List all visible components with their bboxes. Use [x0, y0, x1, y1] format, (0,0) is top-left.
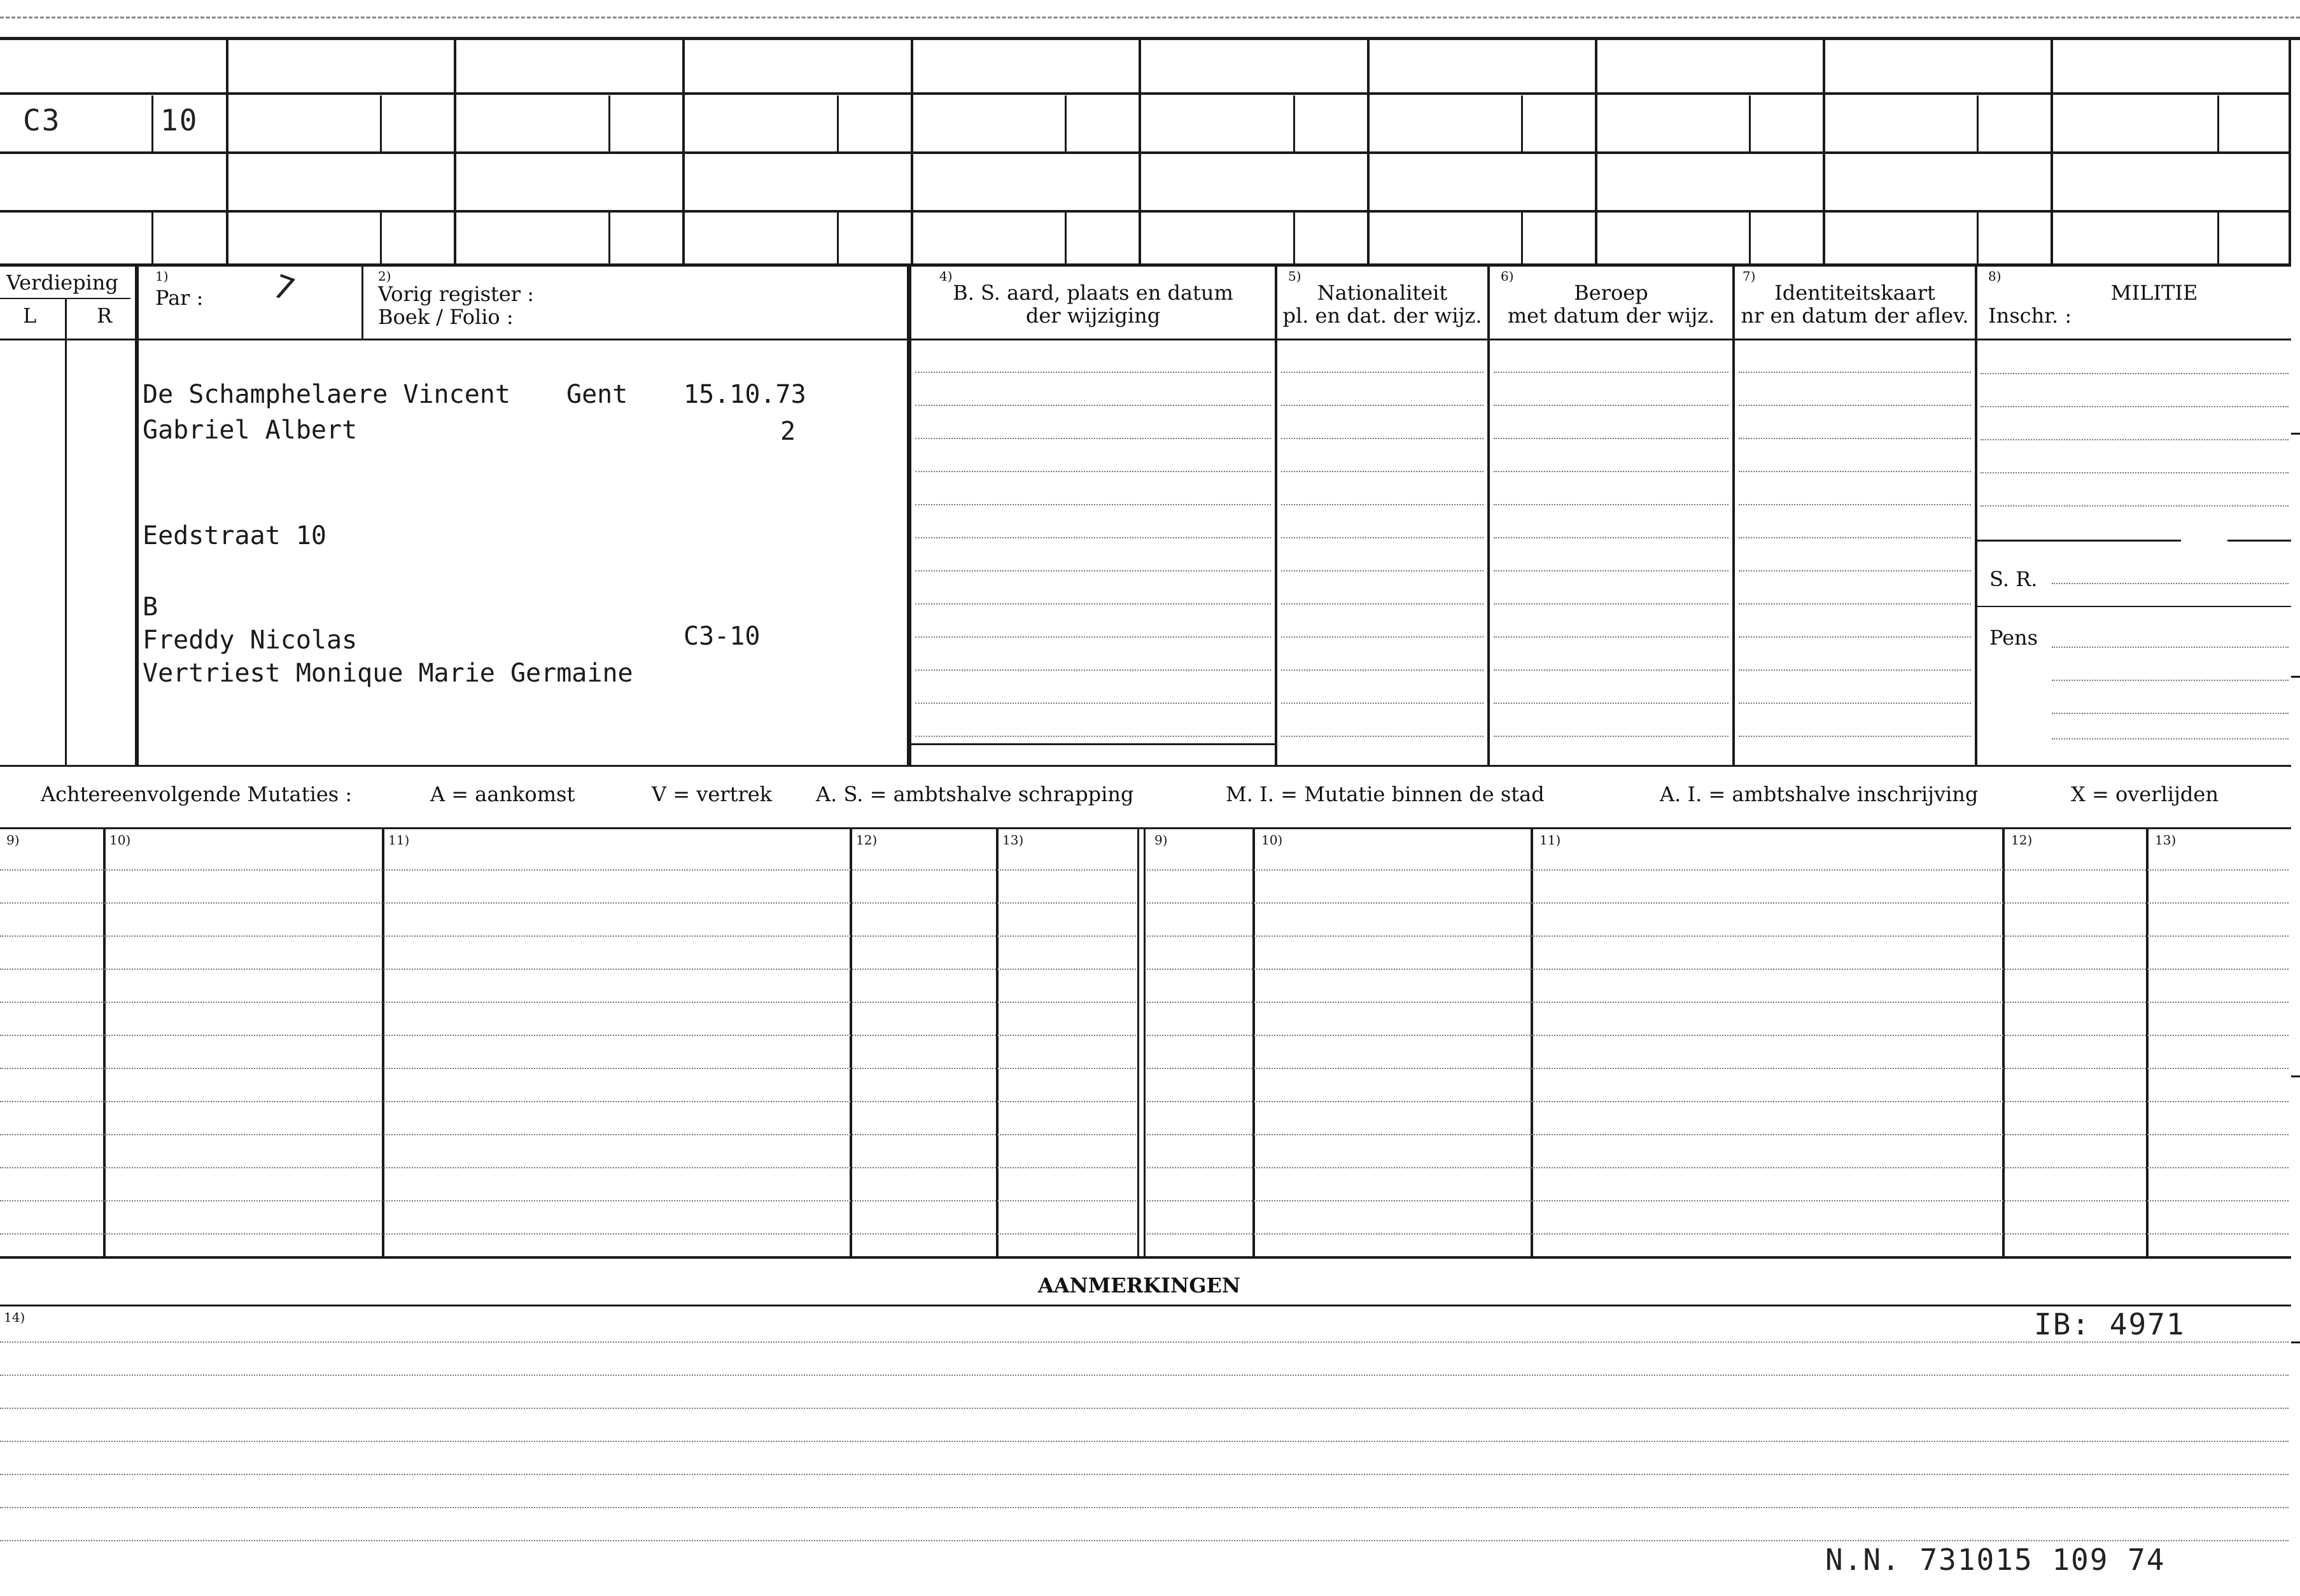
- top-grid-cell-divider: [226, 37, 228, 267]
- mutaties-row-line: [0, 1167, 1136, 1168]
- body-row-line: [1281, 570, 1483, 571]
- militie-row-line: [2052, 713, 2289, 714]
- col2-number: 2): [378, 269, 391, 284]
- mutatie-a: A = aankomst: [430, 782, 575, 806]
- top-grid-subdivider: [1065, 95, 1067, 151]
- top-grid-divider: [151, 210, 153, 266]
- mutaties-row-line: [1147, 1200, 2289, 1201]
- body-row-line: [1739, 669, 1971, 671]
- boek-folio-label: Boek / Folio :: [378, 305, 514, 329]
- top-grid-subdivider: [1977, 95, 1979, 151]
- block-code: C3: [23, 103, 61, 137]
- top-grid-divider: [151, 95, 153, 151]
- mutaties-row-line: [1147, 1101, 2289, 1102]
- militie-row-line: [1981, 373, 2289, 374]
- body-row-line: [1494, 537, 1729, 538]
- entry-birth-date: 15.10.73: [684, 380, 806, 409]
- militie-row-line: [2052, 738, 2289, 739]
- body-row-line: [915, 471, 1271, 472]
- edge-tick: [2291, 676, 2300, 678]
- col5-number: 5): [1288, 269, 1301, 284]
- body-row-line: [915, 504, 1271, 505]
- body-row-line: [1281, 636, 1483, 638]
- aanmerkingen-row-line: [0, 1375, 2289, 1376]
- mutaties-col-divider: [382, 827, 384, 1256]
- top-grid-cell-divider: [2051, 37, 2053, 267]
- mutatie-v: V = vertrek: [652, 782, 773, 806]
- aanmerkingen-row-line: [0, 1474, 2289, 1475]
- body-row-line: [1494, 703, 1729, 704]
- mutaties-row-line: [0, 935, 1136, 937]
- mutaties-row-line: [0, 969, 1136, 970]
- mutaties-row-line: [0, 1200, 1136, 1201]
- body-row-line: [1494, 570, 1729, 571]
- mutaties-row-line: [1147, 969, 2289, 970]
- mutaties-row-line: [0, 1068, 1136, 1069]
- top-grid-subdivider: [608, 210, 610, 266]
- mutaties-center-double: [1137, 827, 1139, 1256]
- mutaties-col-number: 12): [2011, 832, 2033, 848]
- col8-number: 8): [1988, 269, 2002, 284]
- entry-letter: B: [143, 592, 158, 622]
- mutatie-x: X = overlijden: [2071, 782, 2219, 806]
- body-row-line: [1494, 471, 1729, 472]
- body-row-line: [915, 703, 1271, 704]
- mutaties-col-number: 9): [1154, 832, 1168, 848]
- body-row-line: [1281, 471, 1483, 472]
- body-row-line: [1281, 703, 1483, 704]
- militie-divider: [2227, 540, 2291, 542]
- edge-tick: [2291, 1075, 2300, 1077]
- mutaties-col-number: 11): [1539, 832, 1561, 848]
- col7-left-edge: [1732, 267, 1735, 766]
- mutaties-top-line: [0, 827, 2291, 829]
- mutaties-row-line: [0, 1134, 1136, 1135]
- mutaties-col-number: 13): [2155, 832, 2177, 848]
- entry-code: 2: [780, 417, 796, 446]
- mutaties-row-line: [1147, 935, 2289, 937]
- top-grid-subdivider: [2217, 210, 2219, 266]
- entry-birth-place: Gent: [566, 380, 628, 409]
- top-grid-cell-divider: [1367, 37, 1370, 267]
- mutaties-col-number: 10): [1261, 832, 1283, 848]
- body-row-line: [1281, 372, 1483, 373]
- body-row-line: [1494, 405, 1729, 406]
- par-label: Par :: [155, 286, 204, 310]
- par-handwritten-mark: 7: [268, 267, 300, 309]
- mutaties-row-line: [1147, 1233, 2289, 1235]
- mutatie-mi: M. I. = Mutatie binnen de stad: [1226, 782, 1545, 806]
- mutaties-col-divider: [1252, 827, 1255, 1256]
- aanmerkingen-title: AANMERKINGEN: [1037, 1273, 1241, 1298]
- national-number: N.N. 731015 109 74: [1825, 1543, 2166, 1577]
- body-row-line: [1281, 405, 1483, 406]
- mutaties-row-line: [1147, 869, 2289, 871]
- house-number: 10: [160, 103, 199, 137]
- col8-left-edge: [1975, 267, 1977, 766]
- mutaties-row-line: [0, 1233, 1136, 1235]
- body-row-line: [1739, 504, 1971, 505]
- body-row-line: [1739, 537, 1971, 538]
- mutatie-ai: A. I. = ambtshalve inschrijving: [1660, 782, 1979, 806]
- lr-divider: [65, 298, 67, 766]
- sr-label: S. R.: [1989, 567, 2038, 591]
- body-row-line: [1281, 537, 1483, 538]
- top-grid-subdivider: [1065, 210, 1067, 266]
- name-block-right-edge: [907, 267, 911, 766]
- body-row-line: [915, 736, 1271, 737]
- col5-title: Nationaliteit: [1317, 281, 1448, 305]
- militie-row-line: [2052, 647, 2289, 648]
- militie-row-line: [2052, 680, 2289, 681]
- mutaties-bottom-line: [0, 1256, 2291, 1259]
- col4-bottom-line: [911, 743, 1275, 745]
- entry-name: De Schamphelaere Vincent: [143, 380, 510, 409]
- top-grid-cell-divider: [1823, 37, 1825, 267]
- body-row-line: [1494, 736, 1729, 737]
- entry-father: Freddy Nicolas: [143, 626, 358, 655]
- edge-tick: [2291, 1341, 2300, 1343]
- body-row-line: [915, 603, 1271, 605]
- mutatie-as: A. S. = ambtshalve schrapping: [816, 782, 1134, 806]
- top-grid-subdivider: [1749, 95, 1751, 151]
- body-row-line: [1739, 703, 1971, 704]
- aanmerkingen-line: [0, 1305, 2291, 1306]
- entry-street: Eedstraat 10: [143, 521, 326, 550]
- mutaties-col-divider: [1531, 827, 1533, 1256]
- body-row-line: [915, 636, 1271, 638]
- body-row-line: [1739, 603, 1971, 605]
- body-row-line: [1739, 636, 1971, 638]
- body-row-line: [1494, 372, 1729, 373]
- body-row-line: [1281, 669, 1483, 671]
- mutaties-row-line: [0, 1035, 1136, 1036]
- vorig-register-label: Vorig register :: [378, 282, 535, 306]
- right-label: R: [97, 304, 113, 328]
- mutaties-col-divider: [850, 827, 852, 1256]
- militie-row-line: [1981, 406, 2289, 407]
- col5-subtitle: pl. en dat. der wijz.: [1282, 304, 1482, 328]
- body-row-line: [1281, 603, 1483, 605]
- mutaties-row-line: [0, 1101, 1136, 1102]
- body-row-line: [1281, 438, 1483, 439]
- top-grid-subdivider: [1293, 95, 1295, 151]
- scan-top-edge: [0, 17, 2300, 18]
- col6-title: Beroep: [1574, 281, 1648, 305]
- col6-number: 6): [1501, 269, 1514, 284]
- aanmerkingen-row-line: [0, 1507, 2289, 1508]
- body-row-line: [1494, 636, 1729, 638]
- col6-left-edge: [1487, 267, 1490, 766]
- col6-subtitle: met datum der wijz.: [1507, 304, 1715, 328]
- mutaties-col-number: 9): [6, 832, 20, 848]
- mutaties-row-line: [1147, 1002, 2289, 1003]
- mutaties-col-divider: [2002, 827, 2005, 1256]
- militie-row-line: [1981, 505, 2289, 507]
- left-label: L: [23, 304, 37, 328]
- aanmerkingen-row-line: [0, 1408, 2289, 1409]
- militie-divider: [1977, 606, 2291, 607]
- aanmerkingen-row-line: [0, 1441, 2289, 1442]
- mutaties-center-double: [1144, 827, 1146, 1256]
- militie-title: MILITIE: [2110, 281, 2198, 305]
- col7-title: Identiteitskaart: [1774, 281, 1935, 305]
- body-row-line: [915, 537, 1271, 538]
- mutaties-col-divider: [103, 827, 106, 1256]
- edge-tick: [2291, 433, 2300, 435]
- top-grid-border-top: [0, 37, 2300, 40]
- body-row-line: [1739, 438, 1971, 439]
- mutaties-row-line: [1147, 1035, 2289, 1036]
- body-row-line: [1281, 504, 1483, 505]
- top-grid-cell-divider: [1595, 37, 1597, 267]
- top-grid-subdivider: [380, 95, 382, 151]
- militie-row-line: [2052, 583, 2289, 584]
- mutaties-col-number: 13): [1002, 832, 1024, 848]
- body-row-line: [1739, 736, 1971, 737]
- entry-given-names: Gabriel Albert: [143, 416, 358, 445]
- militie-row-line: [1981, 472, 2289, 473]
- body-row-line: [1739, 372, 1971, 373]
- top-grid-row-line: [0, 92, 2291, 95]
- mutaties-col-divider: [996, 827, 999, 1256]
- header-bottom-line: [0, 339, 2291, 340]
- militie-divider: [1977, 540, 2181, 542]
- body-row-line: [1494, 669, 1729, 671]
- mutaties-col-number: 12): [856, 832, 878, 848]
- mutaties-col-divider: [2146, 827, 2149, 1256]
- mutaties-col-number: 11): [388, 832, 410, 848]
- pens-label: Pens: [1989, 626, 2038, 650]
- mutaties-row-line: [1147, 1068, 2289, 1069]
- top-grid-subdivider: [837, 95, 839, 151]
- upper-block-bottom: [0, 765, 2291, 767]
- mutaties-row-line: [0, 1002, 1136, 1003]
- body-row-line: [915, 438, 1271, 439]
- body-row-line: [1494, 438, 1729, 439]
- top-grid-cell-divider: [682, 37, 685, 267]
- top-grid-subdivider: [837, 210, 839, 266]
- top-grid-subdivider: [608, 95, 610, 151]
- par-right-edge: [361, 267, 363, 339]
- mutaties-row-line: [1147, 1167, 2289, 1168]
- body-row-line: [915, 372, 1271, 373]
- body-row-line: [915, 570, 1271, 571]
- col4-title: B. S. aard, plaats en datum: [953, 281, 1233, 305]
- col4-subtitle: der wijziging: [1025, 304, 1161, 328]
- top-grid-subdivider: [1977, 210, 1979, 266]
- body-row-line: [1739, 570, 1971, 571]
- body-row-line: [915, 669, 1271, 671]
- body-row-line: [1494, 603, 1729, 605]
- verdieping-right-edge: [135, 267, 139, 766]
- top-grid-subdivider: [1521, 95, 1523, 151]
- body-row-line: [1494, 504, 1729, 505]
- col4-number: 4): [939, 269, 953, 284]
- col7-subtitle: nr en datum der aflev.: [1741, 304, 1969, 328]
- mutaties-label: Achtereenvolgende Mutaties :: [41, 782, 353, 806]
- top-grid-right-edge: [2289, 37, 2291, 267]
- col1-number: 1): [155, 269, 169, 284]
- body-row-line: [915, 405, 1271, 406]
- top-grid-cell-divider: [911, 37, 913, 267]
- top-grid-subdivider: [1521, 210, 1523, 266]
- mutaties-row-line: [1147, 902, 2289, 904]
- body-row-line: [1739, 471, 1971, 472]
- mutaties-row-line: [1147, 1134, 2289, 1135]
- mutaties-row-line: [0, 869, 1136, 871]
- entry-ref: C3-10: [684, 622, 761, 651]
- entry-mother: Vertriest Monique Marie Germaine: [143, 659, 633, 688]
- top-grid-subdivider: [1749, 210, 1751, 266]
- top-grid-row-line: [0, 210, 2291, 213]
- aanmerkingen-row-line: [0, 1540, 2289, 1541]
- top-grid-row-line: [0, 151, 2291, 154]
- col7-number: 7): [1743, 269, 1756, 284]
- ib-number: IB: 4971: [2034, 1307, 2185, 1341]
- mutaties-col-number: 10): [109, 832, 131, 848]
- top-grid-subdivider: [1293, 210, 1295, 266]
- aanmerkingen-row-line: [0, 1341, 2289, 1343]
- body-row-line: [1739, 405, 1971, 406]
- verdieping-label: Verdieping: [6, 270, 118, 295]
- top-grid-subdivider: [2217, 95, 2219, 151]
- top-grid-cell-divider: [1139, 37, 1141, 267]
- top-grid-subdivider: [380, 210, 382, 266]
- col5-left-edge: [1275, 267, 1277, 766]
- body-row-line: [1281, 736, 1483, 737]
- top-grid-border-bottom: [0, 263, 2291, 267]
- inschr-label: Inschr. :: [1988, 304, 2072, 328]
- mutaties-row-line: [0, 902, 1136, 904]
- top-grid-cell-divider: [454, 37, 456, 267]
- militie-row-line: [1981, 439, 2289, 440]
- aanmerkingen-number: 14): [4, 1310, 25, 1325]
